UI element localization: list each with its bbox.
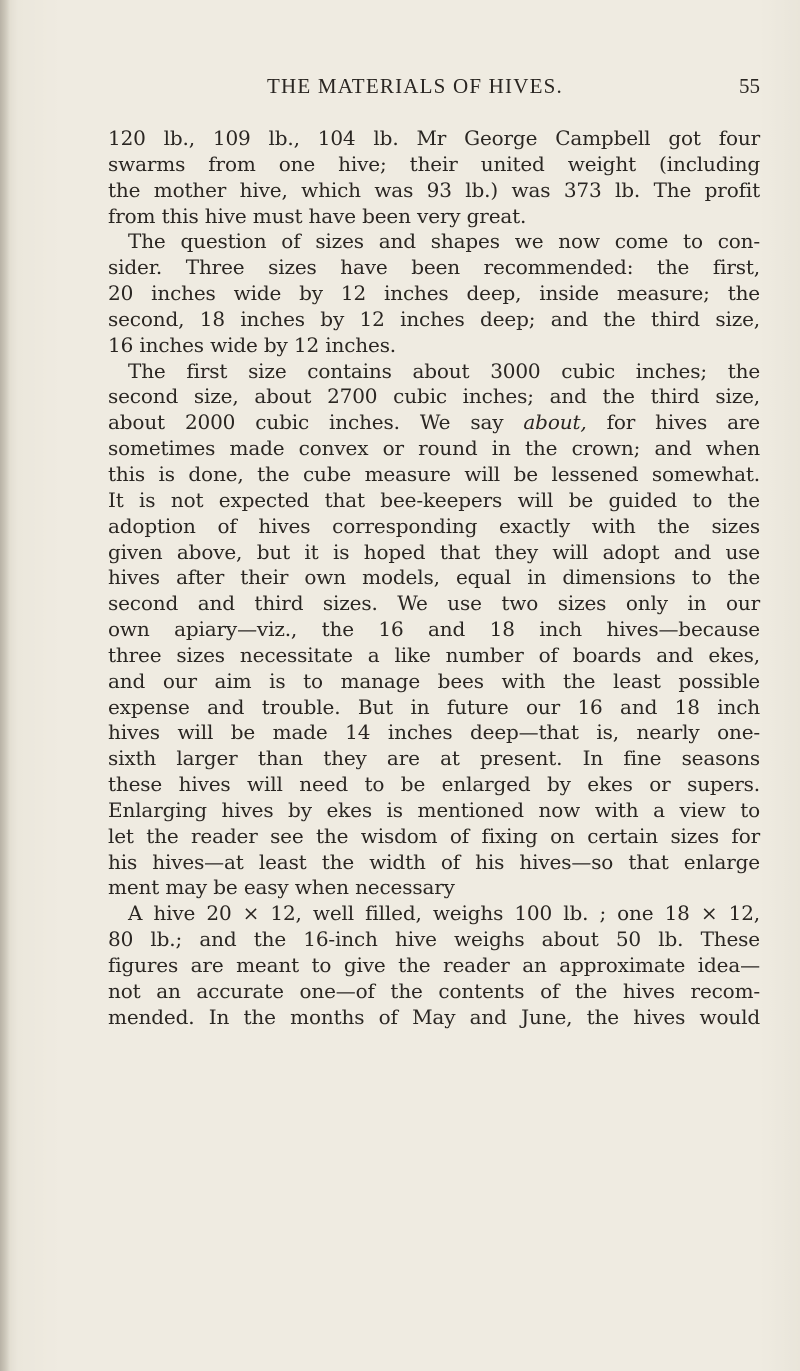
text-line: mended. In the months of May and June, the hives would	[108, 1004, 760, 1029]
text-line	[108, 410, 760, 436]
text-line: hives will be made 14 inches deep—that is, nearly one-	[108, 720, 760, 745]
text-line: sometimes made convex or round in the crown; and when	[108, 436, 760, 461]
text-line: second, 18 inches by 12 inches deep; and the third size,	[108, 306, 760, 331]
italic-word: about,	[523, 410, 587, 435]
text-line: sixth larger than they are at present. In fine seasons	[108, 746, 760, 771]
text-line: 80 lb.; and the 16-inch hive weighs about 50 lb. These	[108, 927, 760, 952]
page-header	[155, 70, 760, 104]
text-line: adoption of hives corresponding exactly with the sizes	[108, 513, 760, 538]
text-line: It is not expected that bee-keepers will be guided to the	[108, 487, 760, 512]
text-line: figures are meant to give the reader an approximate idea—	[108, 953, 760, 977]
text-line: not an accurate one—of the contents of the hives recom-	[108, 978, 760, 1003]
text-line: A hive 20 × 12, well filled, weighs 100 lb. ; one 18 × 12,	[128, 901, 760, 926]
text-line: sider. Three sizes have been recommended: the first,	[108, 255, 760, 280]
binding-shadow	[0, 0, 10, 1371]
text-line: from this hive must have been very great.	[108, 203, 527, 228]
text-line: swarms from one hive; their united weight (including	[108, 151, 760, 176]
text-line: the mother hive, which was 93 lb.) was 373 lb. The profit	[108, 177, 760, 202]
text-line: 120 lb., 109 lb., 104 lb. Mr George Campbell got four	[108, 126, 760, 150]
text-line: these hives will need to be enlarged by ekes or supers.	[108, 772, 760, 797]
text-line: three sizes necessitate a like number of boards and ekes,	[108, 642, 760, 667]
text-line: The question of sizes and shapes we now come to con-	[128, 229, 760, 254]
text-line: 16 inches wide by 12 inches.	[108, 332, 397, 357]
text-segment: about 2000 cubic inches. We say	[108, 410, 524, 435]
page-number: 55	[739, 74, 760, 98]
text-line: given above, but it is hoped that they will adopt and use	[108, 539, 760, 564]
text-line: and our aim is to manage bees with the least possible	[108, 668, 760, 693]
text-line: hives after their own models, equal in dimensions to the	[108, 565, 760, 590]
text-segment: for hives are	[586, 410, 760, 435]
body-text	[108, 126, 760, 1031]
running-title: THE MATERIALS OF HIVES.	[267, 74, 563, 98]
text-line: own apiary—viz., the 16 and 18 inch hives—because	[108, 617, 760, 642]
text-line: The first size contains about 3000 cubic inches; the	[128, 358, 760, 383]
text-line: his hives—at least the width of his hives—so that enlarge	[108, 849, 760, 874]
text-line: ment may be easy when necessary	[108, 875, 455, 900]
text-line: second and third sizes. We use two sizes only in our	[108, 591, 760, 616]
text-line: this is done, the cube measure will be lessened somewhat.	[108, 461, 760, 486]
text-line: expense and trouble. But in future our 16 and 18 inch	[108, 694, 760, 719]
text-line: second size, about 2700 cubic inches; and the third size,	[108, 384, 760, 409]
text-line: 20 inches wide by 12 inches deep, inside measure; the	[108, 281, 760, 306]
text-line: let the reader see the wisdom of fixing on certain sizes for	[108, 823, 760, 848]
text-line: Enlarging hives by ekes is mentioned now with a view to	[108, 797, 760, 822]
